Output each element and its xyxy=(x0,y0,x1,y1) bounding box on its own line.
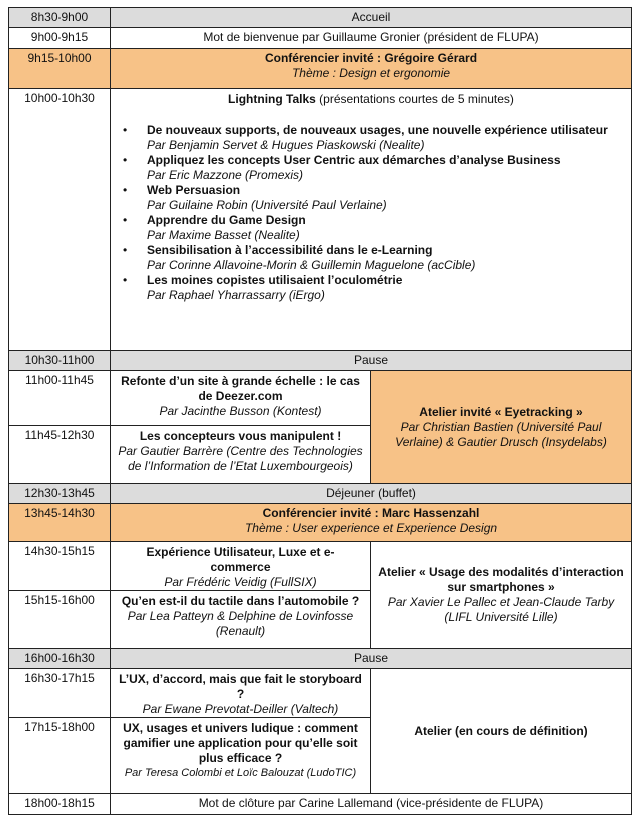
bullet-icon: • xyxy=(123,243,128,257)
talk-authors: Par Ewane Prevotat-Deiller (Valtech) xyxy=(142,702,339,716)
session-cell: Mot de bienvenue par Guillaume Gronier (président de FLUPA) xyxy=(111,28,632,49)
keynote-title: Conférencier invité : Marc Hassenzahl xyxy=(262,506,480,520)
workshop-title: Atelier « Usage des modalités d’interaction sur smartphones » xyxy=(378,565,624,594)
talk-cell xyxy=(111,718,371,794)
lightning-talks-cell xyxy=(111,89,632,351)
time-cell: 16h00-16h30 xyxy=(9,649,111,669)
keynote-cell xyxy=(111,504,632,542)
talk-authors: Par Frédéric Veidig (FullSIX) xyxy=(164,575,317,589)
time-cell: 13h45-14h30 xyxy=(9,504,111,542)
talk-title: Les concepteurs vous manipulent ! xyxy=(139,429,342,443)
talk-authors: Par Lea Patteyn & Delphine de Lovinfosse (Renault) xyxy=(127,609,354,638)
talk-cell xyxy=(111,426,371,484)
talk-cell xyxy=(111,542,371,591)
talk-authors: Par Teresa Colombi et Loïc Balouzat (LudoTIC) xyxy=(124,767,357,779)
lightning-talks-heading xyxy=(117,89,625,107)
talk-authors: Par Jacinthe Busson (Kontest) xyxy=(159,404,322,418)
session-cell: Mot de clôture par Carine Lallemand (vice-présidente de FLUPA) xyxy=(111,794,632,815)
talk-cell xyxy=(111,591,371,649)
session-cell: Accueil xyxy=(111,8,632,28)
list-item xyxy=(123,123,625,153)
keynote-cell xyxy=(111,49,632,89)
workshop-title: Atelier invité « Eyetracking » xyxy=(419,404,583,419)
talk-authors: Par Eric Mazzone (Promexis) xyxy=(147,168,304,182)
talk-list xyxy=(117,123,625,303)
time-cell: 17h15-18h00 xyxy=(9,718,111,794)
schedule-row xyxy=(9,669,632,718)
workshop-cell xyxy=(371,371,632,484)
talk-title: Expérience Utilisateur, Luxe et e-commerce xyxy=(146,545,335,574)
keynote-title: Conférencier invité : Grégoire Gérard xyxy=(264,51,478,65)
session-cell: Pause xyxy=(111,649,632,669)
time-cell: 11h00-11h45 xyxy=(9,371,111,426)
talk-cell xyxy=(111,669,371,718)
schedule-row xyxy=(9,8,632,28)
time-cell: 15h15-16h00 xyxy=(9,591,111,649)
talk-title: Web Persuasion xyxy=(147,183,241,197)
session-cell: Déjeuner (buffet) xyxy=(111,484,632,504)
talk-title: Sensibilisation à l’accessibilité dans le e-Learning xyxy=(147,243,433,257)
schedule-row xyxy=(9,351,632,371)
talk-authors: Par Corinne Allavoine-Morin & Guillemin Maguelone (acCible) xyxy=(147,258,476,272)
schedule-row xyxy=(9,649,632,669)
talk-authors: Par Raphael Yharrassarry (iErgo) xyxy=(147,288,325,302)
talk-title: Refonte d’un site à grande échelle : le cas de Deezer.com xyxy=(121,374,360,403)
list-item xyxy=(123,183,625,213)
talk-authors: Par Benjamin Servet & Hugues Piaskowski (Nealite) xyxy=(147,138,425,152)
talk-title: Qu’en est-il du tactile dans l’automobile ? xyxy=(121,594,360,608)
schedule-row xyxy=(9,28,632,49)
session-cell: Pause xyxy=(111,351,632,371)
schedule-row xyxy=(9,794,632,815)
time-cell: 10h00-10h30 xyxy=(9,89,111,351)
schedule-row xyxy=(9,484,632,504)
schedule-row xyxy=(9,89,632,351)
talk-title: Les moines copistes utilisaient l’oculométrie xyxy=(147,273,403,287)
schedule-row xyxy=(9,49,632,89)
bullet-icon: • xyxy=(123,273,128,287)
time-cell: 9h00-9h15 xyxy=(9,28,111,49)
workshop-authors: Par Xavier Le Pallec et Jean-Claude Tarby (LIFL Université Lille) xyxy=(387,595,615,624)
time-cell: 12h30-13h45 xyxy=(9,484,111,504)
talk-title: L’UX, d’accord, mais que fait le storyboard ? xyxy=(119,672,362,701)
talk-title: Appliquez les concepts User Centric aux démarches d’analyse Business xyxy=(147,153,561,167)
schedule-row xyxy=(9,371,632,426)
keynote-theme: Thème : User experience et Experience Design xyxy=(244,521,498,535)
lightning-talks-note: (présentations courtes de 5 minutes) xyxy=(315,92,514,106)
bullet-icon: • xyxy=(123,183,128,197)
talk-title: De nouveaux supports, de nouveaux usages, une nouvelle expérience utilisateur xyxy=(147,123,608,137)
talk-authors: Par Guilaine Robin (Université Paul Verlaine) xyxy=(147,198,387,212)
lightning-talks-title: Lightning Talks xyxy=(228,92,316,106)
bullet-icon: • xyxy=(123,213,128,227)
time-cell: 14h30-15h15 xyxy=(9,542,111,591)
list-item xyxy=(123,273,625,303)
schedule-row xyxy=(9,542,632,591)
list-item xyxy=(123,213,625,243)
time-cell: 18h00-18h15 xyxy=(9,794,111,815)
workshop-authors: Par Christian Bastien (Université Paul Verlaine) & Gautier Drusch (Insydelabs) xyxy=(395,419,607,449)
talk-authors: Par Maxime Basset (Nealite) xyxy=(147,228,300,242)
list-item xyxy=(123,243,625,273)
list-item xyxy=(123,153,625,183)
bullet-icon: • xyxy=(123,153,128,167)
time-cell: 9h15-10h00 xyxy=(9,49,111,89)
talk-title: UX, usages et univers ludique : comment gamifier une application pour qu’elle soit plus efficace ? xyxy=(123,721,358,765)
time-cell: 11h45-12h30 xyxy=(9,426,111,484)
schedule-row xyxy=(9,504,632,542)
workshop-cell xyxy=(371,669,632,794)
keynote-theme: Thème : Design et ergonomie xyxy=(291,66,451,80)
workshop-title: Atelier (en cours de définition) xyxy=(414,723,588,738)
schedule-table xyxy=(8,7,632,815)
time-cell: 10h30-11h00 xyxy=(9,351,111,371)
talk-cell xyxy=(111,371,371,426)
bullet-icon: • xyxy=(123,123,128,137)
talk-authors: Par Gautier Barrère (Centre des Technologies de l’Information de l’Etat Luxembourgeois) xyxy=(118,444,363,473)
time-cell: 8h30-9h00 xyxy=(9,8,111,28)
workshop-cell xyxy=(371,542,632,649)
talk-title: Apprendre du Game Design xyxy=(147,213,306,227)
time-cell: 16h30-17h15 xyxy=(9,669,111,718)
